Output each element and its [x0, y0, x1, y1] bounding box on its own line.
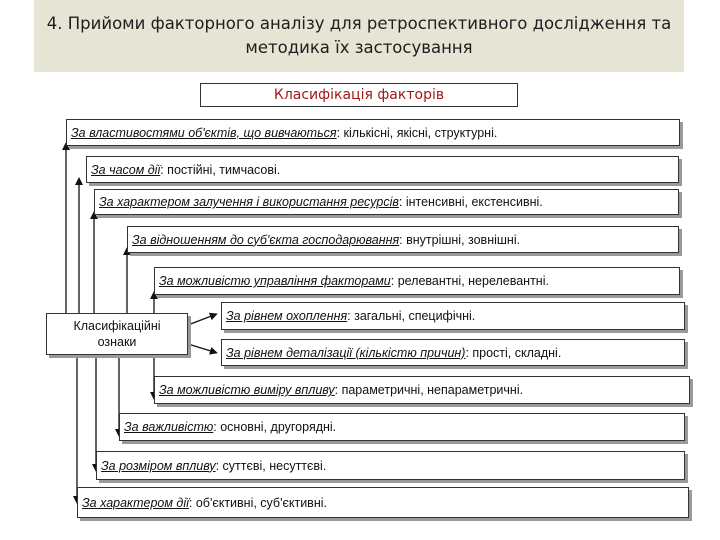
- factor-criterion: За характером залучення і використання ресурсів: [99, 195, 399, 209]
- slide-title: 4. Прийоми факторного аналізу для ретроспективного дослідження та методика їх застосування: [46, 14, 672, 57]
- factor-values: : постійні, тимчасові.: [160, 162, 281, 177]
- classification-title: Класифікація факторів: [273, 87, 445, 103]
- factor-criterion: За часом дії: [91, 162, 161, 177]
- factor-criterion: За можливістю виміру впливу: [159, 383, 335, 397]
- factor-box-action-nature: [77, 487, 689, 518]
- factor-values: : суттєві, несуттєві.: [215, 458, 327, 473]
- factor-box-impact-size: [96, 451, 685, 480]
- factor-box-subject: [127, 226, 679, 253]
- factor-box-measurability: [154, 376, 690, 404]
- factor-values: : кількісні, якісні, структурні.: [336, 125, 498, 140]
- factor-criterion: За властивостями об'єктів, що вивчаються: [71, 125, 337, 140]
- factor-values: : внутрішні, зовнішні.: [399, 232, 521, 247]
- factor-box-time: [86, 156, 679, 183]
- slide-header: [34, 0, 684, 72]
- factor-values: : інтенсивні, екстенсивні.: [398, 195, 543, 209]
- classification-criteria-box: [46, 313, 188, 355]
- factor-values: : основні, другорядні.: [213, 420, 337, 434]
- factor-criterion: За рівнем охоплення: [226, 309, 348, 323]
- factor-box-coverage: [221, 302, 685, 330]
- factor-values: : релевантні, нерелевантні.: [390, 274, 549, 288]
- factor-box-resources: [94, 189, 679, 215]
- factor-criterion: За розміром впливу: [101, 458, 216, 473]
- factor-criterion: За відношенням до суб'єкта господарювання: [132, 232, 400, 247]
- factor-box-properties: [66, 119, 680, 146]
- factor-criterion: За можливістю управління факторами: [159, 274, 391, 288]
- connector-right-2: [188, 344, 214, 352]
- factor-criterion: За важливістю: [124, 420, 214, 434]
- factor-box-importance: [119, 413, 685, 441]
- factor-criterion: За рівнем деталізації (кількістю причин): [226, 345, 466, 360]
- factor-values: : об'єктивні, суб'єктивні.: [188, 495, 327, 510]
- factor-box-detail: [221, 339, 685, 366]
- connector-right-1: [188, 315, 214, 325]
- factor-values: : загальні, специфічні.: [347, 309, 476, 323]
- factor-values: : прості, складні.: [465, 345, 562, 360]
- factor-values: : параметричні, непараметричні.: [334, 383, 524, 397]
- factor-criterion: За характером дії: [82, 495, 189, 510]
- factor-box-manageability: [154, 267, 680, 295]
- classification-criteria-label: Класифікаційні ознаки: [73, 319, 161, 349]
- classification-title-box: [200, 83, 518, 107]
